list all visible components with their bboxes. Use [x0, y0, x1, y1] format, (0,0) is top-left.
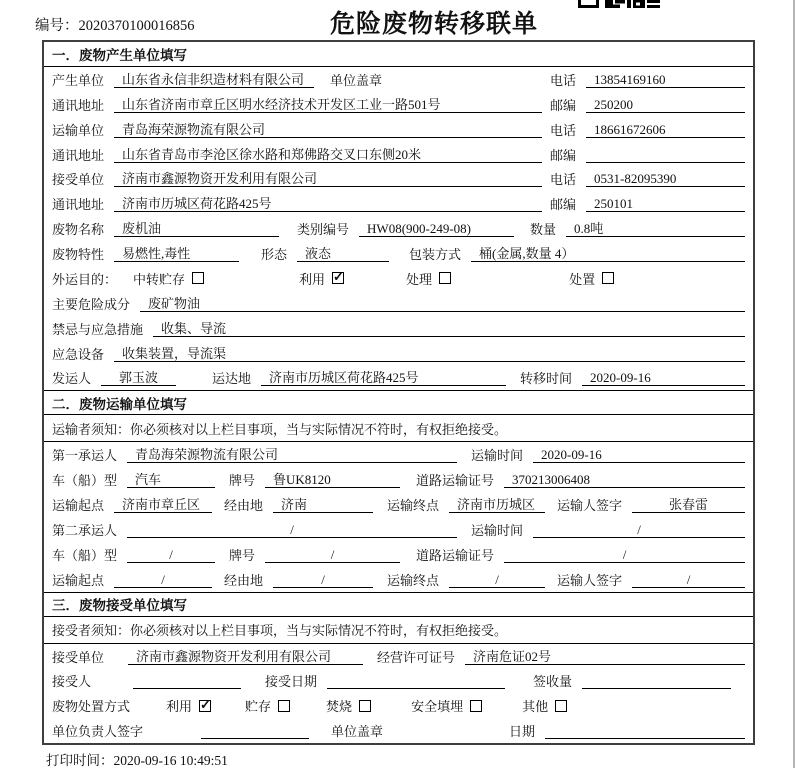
print-time-label: 打印时间：	[46, 753, 114, 768]
producer-address-row	[44, 92, 753, 117]
acceptor-label: 接受人	[52, 674, 92, 690]
route2-row	[44, 567, 753, 592]
dispose-checkbox	[602, 272, 614, 284]
accept-unit-label: 接受单位	[52, 649, 105, 665]
hazard-label: 主要危险成分	[52, 296, 131, 312]
transporter-zip-label: 邮编	[550, 147, 577, 163]
route1-end-field: 济南市历城区	[449, 496, 545, 513]
page-edge-divider	[793, 0, 795, 768]
qr-code-fragment-icon	[578, 0, 660, 8]
accept-date-field	[327, 672, 505, 689]
route2-via-label: 经由地	[224, 572, 264, 588]
acceptor-field	[133, 672, 241, 689]
section1-header	[44, 42, 753, 67]
transporter-address-row	[44, 142, 753, 167]
emergency-row	[44, 316, 753, 341]
transporter-address-label: 通讯地址	[52, 147, 105, 163]
print-time-line	[46, 749, 228, 768]
receiver-phone-field: 0531-82095390	[586, 170, 745, 187]
route1-via-label: 经由地	[224, 498, 264, 514]
accept-unit-field: 济南市鑫源物资开发利用有限公司	[128, 648, 363, 665]
equipment-row	[44, 341, 753, 366]
transfer-storage-checkbox	[192, 272, 204, 284]
section3-title: 三．废物接受单位填写	[52, 598, 187, 614]
carrier1-time-label: 运输时间	[471, 448, 524, 464]
transporter-address-field: 山东省青岛市李沧区徐水路和郑佛路交叉口东侧20米	[114, 146, 542, 163]
hazard-row	[44, 291, 753, 316]
producer-address-field: 山东省济南市章丘区明水经济技术开发区工业一路501号	[114, 96, 542, 113]
purpose-option-treat: 处理	[406, 269, 451, 288]
producer-address-label: 通讯地址	[52, 97, 105, 113]
producer-phone-field: 13854169160	[586, 71, 745, 88]
route2-via-field: /	[273, 571, 373, 588]
carrier2-time-label: 运输时间	[471, 522, 524, 538]
transporter-phone-field: 18661672606	[586, 121, 745, 138]
signoff-label: 单位负责人签字	[52, 724, 144, 740]
receiver-value-field: 济南市鑫源物资开发利用有限公司	[114, 170, 542, 187]
purpose-option-dispose: 处置	[569, 269, 614, 288]
vehicle2-license-field: /	[504, 546, 745, 563]
permit-field: 济南危证02号	[465, 648, 745, 665]
manifest-form-table	[42, 40, 755, 745]
emergency-field: 收集、导流	[153, 320, 745, 337]
print-time-value: 2020-09-16 10:49:51	[113, 753, 228, 768]
vehicle1-type-field: 汽车	[127, 471, 215, 488]
receiver-phone-label: 电话	[550, 172, 577, 188]
producer-label: 产生单位	[52, 72, 105, 88]
vehicle1-license-field: 370213006408	[504, 471, 745, 488]
signoff-date-label: 日期	[509, 724, 536, 740]
carrier2-label: 第二承运人	[52, 522, 118, 538]
shipper-field: 郭玉波	[101, 369, 176, 386]
route2-sign-label: 运输人签字	[557, 572, 623, 588]
route2-end-label: 运输终点	[387, 572, 440, 588]
serial-label: 编号：	[35, 18, 79, 34]
unit-seal-label: 单位盖章	[330, 72, 383, 88]
disposal-landfill-checkbox	[470, 700, 482, 712]
utilize-checkbox	[332, 272, 344, 284]
transporter-row	[44, 117, 753, 142]
receiver-address-row	[44, 191, 753, 216]
producer-zip-label: 邮编	[550, 97, 577, 113]
receiver-zip-label: 邮编	[550, 197, 577, 213]
transfer-time-label: 转移时间	[520, 371, 573, 387]
section2-title: 二．废物运输单位填写	[52, 396, 187, 412]
waste-pack-field: 桶(金属,数量 4）	[471, 245, 745, 262]
receiver-address-field: 济南市历城区荷花路425号	[114, 195, 542, 212]
producer-zip-field: 250200	[586, 96, 745, 113]
serial-number-line	[35, 14, 195, 35]
disposal-storage-checkbox	[278, 700, 290, 712]
waste-name-label: 废物名称	[52, 222, 105, 238]
shipper-label: 发运人	[52, 371, 92, 387]
route1-row	[44, 492, 753, 517]
carrier2-field: /	[127, 521, 457, 538]
treat-checkbox	[439, 272, 451, 284]
purpose-option-transfer-storage: 中转贮存	[133, 269, 204, 288]
section3-header	[44, 592, 753, 617]
waste-qty-field: 0.8吨	[566, 220, 745, 237]
carrier1-field: 青岛海荣源物流有限公司	[127, 446, 457, 463]
producer-value-field: 山东省永信非织造材料有限公司	[114, 71, 314, 88]
signoff-row	[44, 718, 753, 743]
vehicle1-plate-label: 牌号	[229, 473, 256, 489]
disposal-incinerate-checkbox	[359, 700, 371, 712]
vehicle2-type-field: /	[127, 546, 215, 563]
destination-field: 济南市历城区荷花路425号	[261, 369, 506, 386]
producer-row	[44, 67, 753, 92]
disposal-option-other: 其他	[522, 696, 567, 715]
carrier1-row	[44, 442, 753, 467]
disposal-option-incinerate: 焚烧	[326, 696, 371, 715]
disposal-option-utilize: 利用 ✓	[166, 696, 211, 715]
vehicle1-license-label: 道路运输证号	[416, 473, 495, 489]
vehicle2-plate-field: /	[265, 546, 400, 563]
vehicle2-type-label: 车（船）型	[52, 547, 118, 563]
waste-props-label: 废物特性	[52, 247, 105, 263]
carrier2-time-field: /	[533, 521, 745, 538]
disposal-label: 废物处置方式	[52, 699, 131, 715]
signoff-field	[201, 722, 309, 739]
purpose-row	[44, 266, 753, 291]
disposal-option-landfill: 安全填埋	[411, 696, 482, 715]
equipment-field: 收集装置，导流渠	[114, 345, 745, 362]
waste-code-label: 类别编号	[297, 222, 350, 238]
disposal-row	[44, 693, 753, 718]
carrier1-time-field: 2020-09-16	[533, 446, 745, 463]
page-title: 危险废物转移联单	[330, 11, 539, 38]
vehicle2-license-label: 道路运输证号	[416, 547, 495, 563]
transporter-zip-field	[586, 146, 745, 163]
route1-sign-field: 张春雷	[632, 496, 745, 513]
disposal-utilize-checkbox	[199, 700, 211, 712]
acceptor-row	[44, 669, 753, 694]
vehicle1-row	[44, 467, 753, 492]
sign-qty-label: 签收量	[533, 674, 573, 690]
accept-unit-row	[44, 644, 753, 669]
purpose-label: 外运目的：	[52, 271, 118, 287]
sign-qty-field	[582, 672, 731, 689]
waste-pack-label: 包装方式	[409, 247, 462, 263]
transporter-value-field: 青岛海荣源物流有限公司	[114, 121, 542, 138]
signoff-seal-label: 单位盖章	[331, 724, 384, 740]
serial-value: 2020370100016856	[78, 18, 195, 34]
section1-title: 一．废物产生单位填写	[52, 48, 187, 63]
disposal-other-checkbox	[555, 700, 567, 712]
waste-form-label: 形态	[261, 247, 288, 263]
equipment-label: 应急设备	[52, 346, 105, 362]
signoff-date-field	[545, 722, 745, 739]
waste-qty-label: 数量	[530, 222, 557, 238]
accept-date-label: 接受日期	[265, 674, 318, 690]
vehicle1-type-label: 车（船）型	[52, 473, 118, 489]
purpose-option-utilize: 利用 ✓	[299, 269, 344, 288]
receiver-address-label: 通讯地址	[52, 197, 105, 213]
waste-form-field: 液态	[297, 245, 389, 262]
section2-header	[44, 390, 753, 415]
transfer-time-field: 2020-09-16	[582, 369, 745, 386]
waste-code-field: HW08(900-249-08)	[359, 220, 514, 237]
transporter-unit-label: 运输单位	[52, 122, 105, 138]
route1-sign-label: 运输人签字	[557, 498, 623, 514]
receiver-row	[44, 167, 753, 192]
waste-name-field: 废机油	[114, 220, 279, 237]
route2-start-field: /	[114, 571, 212, 588]
transporter-phone-label: 电话	[550, 122, 577, 138]
route1-via-field: 济南	[273, 496, 373, 513]
waste-name-row	[44, 216, 753, 241]
shipper-row	[44, 366, 753, 391]
producer-phone-label: 电话	[550, 72, 577, 88]
vehicle2-plate-label: 牌号	[229, 547, 256, 563]
route2-end-field: /	[449, 571, 545, 588]
destination-label: 运达地	[212, 371, 252, 387]
route1-start-label: 运输起点	[52, 498, 105, 514]
waste-props-field: 易燃性,毒性	[114, 245, 239, 262]
vehicle1-plate-field: 鲁UK8120	[265, 471, 400, 488]
transporter-notice: 运输者须知：你必须核对以上栏目事项，当与实际情况不符时，有权拒绝接受。	[44, 415, 753, 442]
receiver-zip-field: 250101	[586, 195, 745, 212]
hazard-field: 废矿物油	[140, 295, 745, 312]
route1-start-field: 济南市章丘区	[114, 496, 212, 513]
vehicle2-row	[44, 542, 753, 567]
route2-start-label: 运输起点	[52, 572, 105, 588]
route1-end-label: 运输终点	[387, 498, 440, 514]
receiver-label: 接受单位	[52, 172, 105, 188]
permit-label: 经营许可证号	[377, 649, 456, 665]
disposal-option-storage: 贮存	[245, 696, 290, 715]
route2-sign-field: /	[632, 571, 745, 588]
emergency-label: 禁忌与应急措施	[52, 321, 144, 337]
receiver-notice: 接受者须知：你必须核对以上栏目事项，当与实际情况不符时，有权拒绝接受。	[44, 617, 753, 644]
carrier2-row	[44, 517, 753, 542]
waste-props-row	[44, 241, 753, 266]
carrier1-label: 第一承运人	[52, 448, 118, 464]
